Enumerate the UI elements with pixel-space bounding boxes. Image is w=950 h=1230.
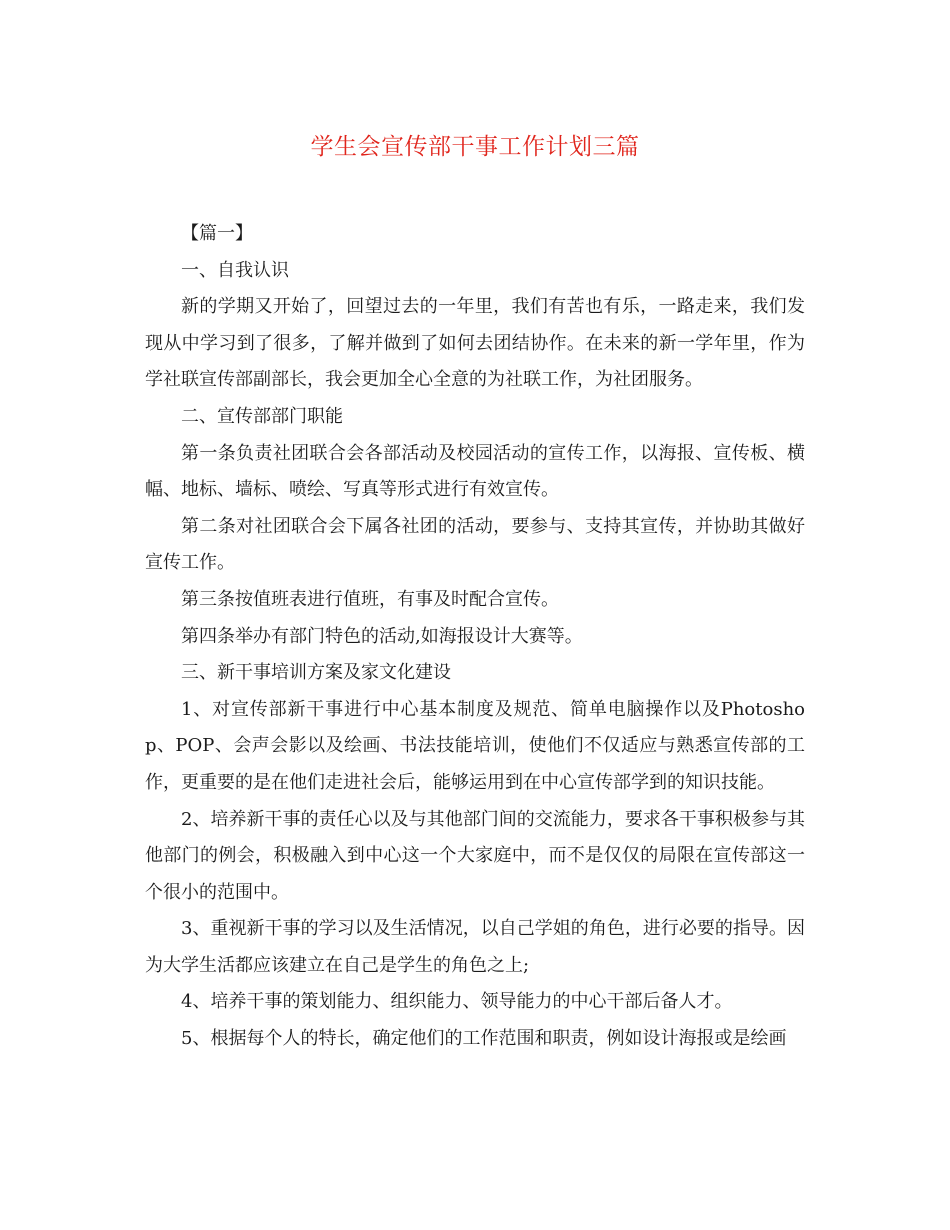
paragraph-item-2: 2、培养新干事的责任心以及与其他部门间的交流能力，要求各干事积极参与其他部门的例会，积极融入到中心这一个大家庭中，而不是仅仅的局限在宣传部这一个很小的范围中。	[145, 808, 805, 903]
paragraph-article-three: 第三条按值班表进行值班，有事及时配合宣传。	[181, 588, 559, 610]
section-heading-part-one: 【篇一】	[181, 223, 253, 244]
paragraph-item-1: 1、对宣传部新干事进行中心基本制度及规范、简单电脑操作以及Photoshop、POP、会声会影以及绘画、书法技能培训，使他们不仅适应与熟悉宣传部的工作，更重要的是在他们走进社会后，能够运用到在中心宣传部学到的知识技能。	[145, 698, 805, 793]
paragraph-article-two: 第二条对社团联合会下属各社团的活动，要参与、支持其宣传，并协助其做好宣传工作。	[145, 515, 805, 574]
paragraph-item-4: 4、培养干事的策划能力、组织能力、领导能力的中心干部后备人才。	[181, 991, 733, 1013]
section-heading-department-functions: 二、宣传部部门职能	[181, 405, 343, 427]
section-heading-self-awareness: 一、自我认识	[181, 259, 289, 281]
section-heading-training-plan: 三、新干事培训方案及家文化建设	[181, 662, 451, 684]
document-body	[145, 216, 805, 1058]
paragraph-article-one: 第一条负责社团联合会各部活动及校园活动的宣传工作，以海报、宣传板、横幅、地标、墙标、喷绘、写真等形式进行有效宣传。	[145, 442, 805, 501]
paragraph-item-3: 3、重视新干事的学习以及生活情况，以自己学姐的角色，进行必要的指导。因为大学生活都应该建立在自己是学生的角色之上;	[145, 918, 805, 976]
page-title: 学生会宣传部干事工作计划三篇	[310, 134, 640, 160]
paragraph-item-5: 5、根据每个人的特长，确定他们的工作范围和职责，例如设计海报或是绘画	[181, 1028, 787, 1050]
paragraph-self-awareness: 新的学期又开始了，回望过去的一年里，我们有苦也有乐，一路走来，我们发现从中学习到了很多，了解并做到了如何去团结协作。在未来的新一学年里，作为学社联宣传部副部长，我会更加全心全意的为社联工作，为社团服务。	[145, 296, 805, 391]
paragraph-article-four: 第四条举办有部门特色的活动,如海报设计大赛等。	[181, 625, 583, 647]
